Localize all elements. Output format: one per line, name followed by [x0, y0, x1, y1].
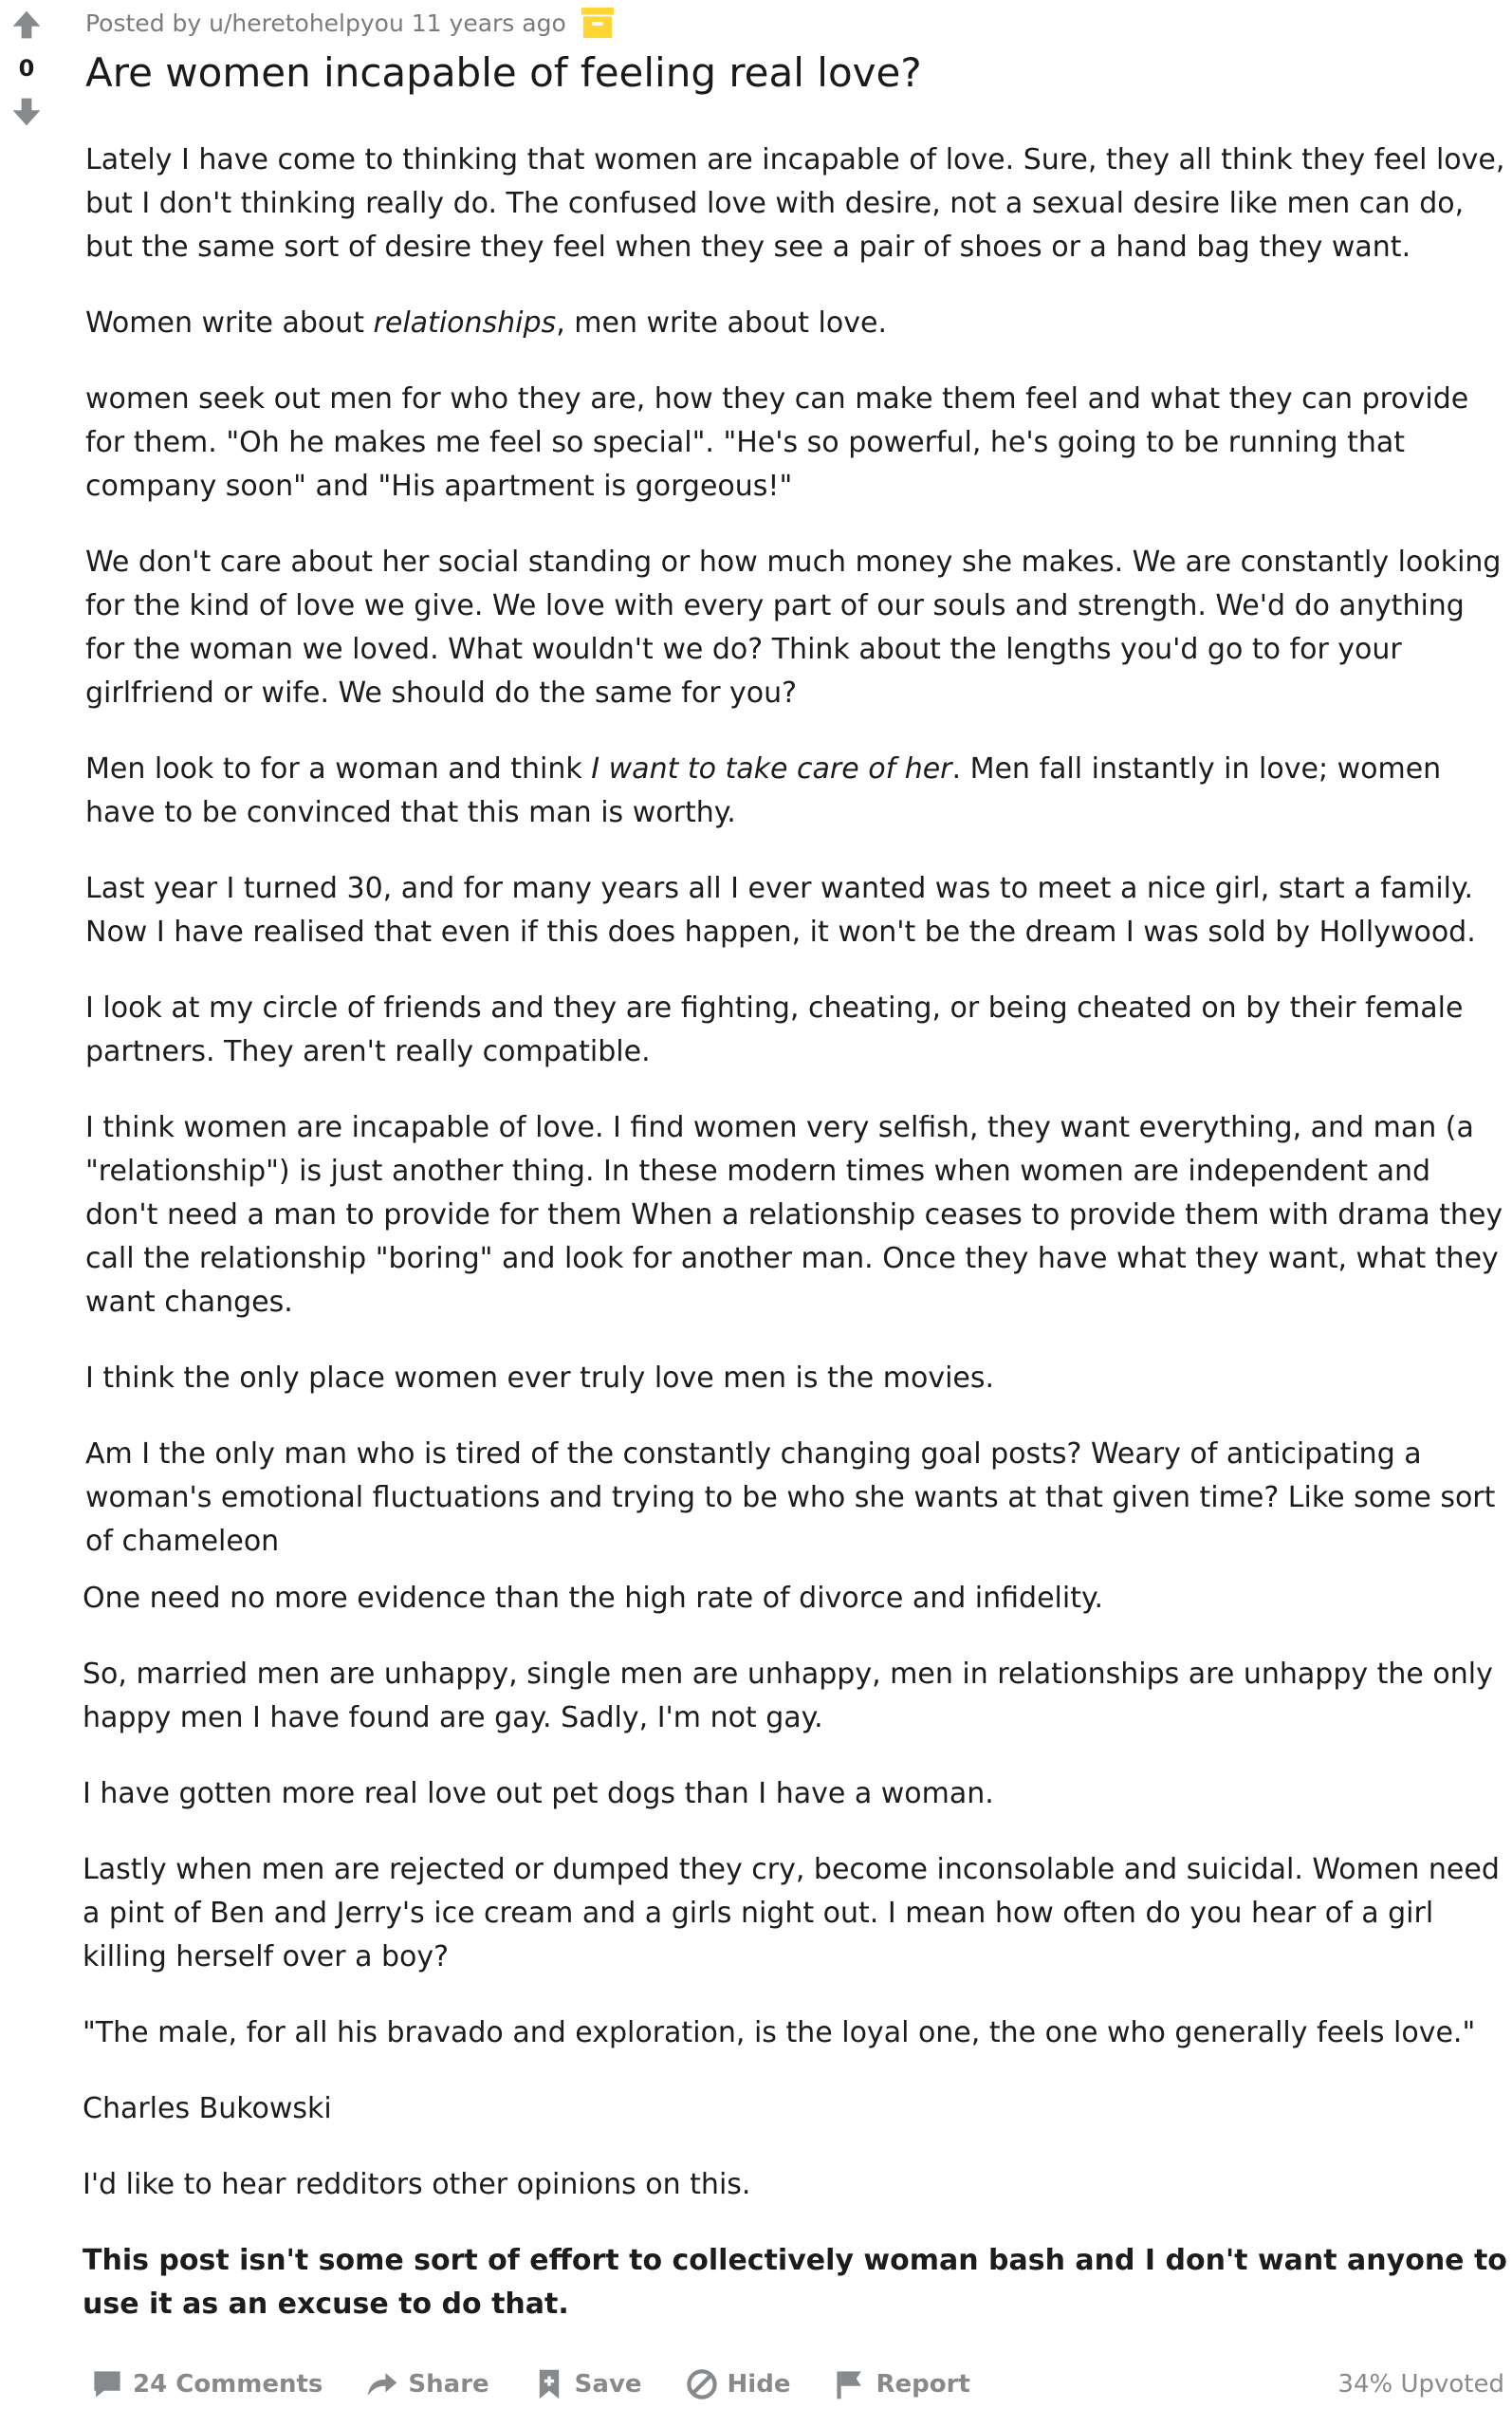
- paragraph: Charles Bukowski: [83, 2092, 332, 2125]
- post-meta: [85, 4, 616, 42]
- paragraph: [85, 302, 1508, 345]
- comments-label: 24 Comments: [133, 2370, 323, 2399]
- post-age: 11 years ago: [411, 9, 566, 37]
- paragraph: Lately I have come to thinking that women are incapable of love. Sure, they all think they feel love, but I don't thinking really do. The confused love with desire, not a sexual desire like men can do, but the same sort of desire they feel when they see a pair of shoes or a hand bag they want.: [85, 143, 1505, 264]
- save-button[interactable]: [533, 2368, 642, 2400]
- share-icon: [366, 2368, 398, 2400]
- paragraph: We don't care about her social standing or how much money she makes. We are constantly looking for the kind of love we give. We love with every part of our souls and strength. We'd do anything for the woman we loved. What wouldn't we do? Think about the lengths you'd go to for your girlfriend or wife. We should do the same for you?: [85, 546, 1502, 710]
- paragraph-text: Women write about: [85, 306, 374, 340]
- hide-icon: [686, 2368, 718, 2400]
- paragraph: "The male, for all his bravado and exploration, is the loyal one, the one who generally feels love.": [83, 2016, 1476, 2049]
- hide-label: Hide: [727, 2370, 791, 2399]
- share-button[interactable]: [366, 2368, 489, 2400]
- report-label: Report: [876, 2370, 970, 2399]
- vote-score: 0: [18, 55, 35, 82]
- paragraph: I think women are incapable of love. I find women very selfish, they want everything, and man (a "relationship") is just another thing. In these modern times when women are independent and don't need a man to provide for them When a relationship ceases to provide them with drama they call the relationship "boring" and look for another man. Once they have what they want, what they want changes.: [85, 1111, 1503, 1319]
- upvote-ratio: 34% Upvoted: [1337, 2370, 1504, 2399]
- author-link[interactable]: u/heretohelpyou: [209, 9, 404, 37]
- bookmark-icon: [533, 2368, 565, 2400]
- paragraph: I have gotten more real love out pet dogs than I have a woman.: [83, 1777, 994, 1810]
- archive-icon: [580, 6, 616, 40]
- paragraph: So, married men are unhappy, single men are unhappy, men in relationships are unhappy the only happy men I have found are gay. Sadly, I'm not gay.: [83, 1658, 1493, 1734]
- paragraph-emphasis: relationships: [373, 306, 557, 340]
- action-bar: [91, 2361, 1014, 2408]
- flag-icon: [834, 2368, 866, 2400]
- paragraph-bold: This post isn't some sort of effort to collectively woman bash and I don't want anyone to use it as an excuse to do that.: [83, 2244, 1507, 2321]
- post-title[interactable]: Are women incapable of feeling real love?: [85, 49, 922, 96]
- paragraph: [85, 748, 1508, 835]
- arrow-up-icon[interactable]: [9, 8, 44, 42]
- paragraph: Am I the only man who is tired of the constantly changing goal posts? Weary of anticipating a woman's emotional fluctuations and trying to be who she wants at that given time? Like some sort of chameleon: [85, 1437, 1496, 1558]
- paragraph: Lastly when men are rejected or dumped they cry, become inconsolable and suicidal. Women need a pint of Ben and Jerry's ice cream and a girls night out. I mean how often do you hear of a girl killing herself over a boy?: [83, 1853, 1500, 1973]
- paragraph-text: Men look to for a woman and think: [85, 752, 592, 786]
- posted-by-label: Posted by: [85, 9, 202, 37]
- paragraph: [83, 2239, 1508, 2326]
- report-button[interactable]: [834, 2368, 969, 2400]
- hide-button[interactable]: [686, 2368, 791, 2400]
- paragraph: Last year I turned 30, and for many years all I ever wanted was to meet a nice girl, start a family. Now I have realised that even if this does happen, it won't be the dream I was sold by Hollywood.: [85, 872, 1476, 949]
- paragraph-emphasis: I want to take care of her: [591, 752, 952, 786]
- post-body: [85, 139, 1508, 2359]
- arrow-down-icon[interactable]: [9, 95, 44, 129]
- paragraph: I look at my circle of friends and they are fighting, cheating, or being cheated on by their female partners. They aren't really compatible.: [85, 991, 1464, 1068]
- share-label: Share: [408, 2370, 489, 2399]
- paragraph: I think the only place women ever truly love men is the movies.: [85, 1362, 995, 1395]
- paragraph: One need no more evidence than the high rate of divorce and infidelity.: [83, 1582, 1103, 1615]
- paragraph-text: , men write about love.: [556, 306, 887, 340]
- comment-icon: [91, 2368, 123, 2400]
- paragraph: women seek out men for who they are, how they can make them feel and what they can provide for them. "Oh he makes me feel so special". "He's so powerful, he's going to be running that company soon" and "His apartment is gorgeous!": [85, 382, 1469, 503]
- save-label: Save: [574, 2370, 642, 2399]
- paragraph: I'd like to hear redditors other opinions on this.: [83, 2168, 751, 2201]
- comments-button[interactable]: [91, 2368, 323, 2400]
- paragraph-text: . Men fall instantly in love; women have to be convinced that this man is worthy.: [85, 752, 1442, 829]
